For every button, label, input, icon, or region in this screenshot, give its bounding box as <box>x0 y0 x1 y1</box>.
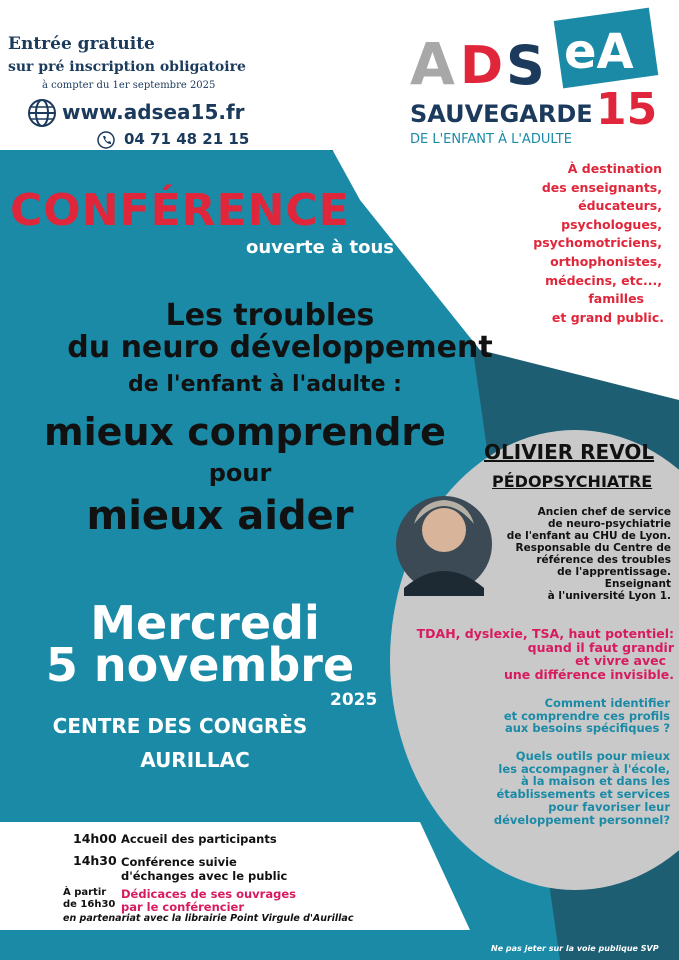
highlight-line: établissements et services <box>496 787 670 802</box>
audience-line: psychomotriciens, <box>533 235 662 251</box>
highlight-line: pour favoriser leur <box>548 799 670 814</box>
schedule-event-3b: par le conférencier <box>121 900 245 914</box>
audience-list <box>470 160 662 327</box>
audience-line: et grand public. <box>551 309 664 325</box>
schedule-time-2: 14h30 <box>73 853 117 868</box>
event-day: Mercredi <box>90 596 320 650</box>
event-date: 5 novembre <box>45 638 355 692</box>
audience-line: des enseignants, <box>541 179 662 195</box>
highlight-question-1 <box>460 697 670 735</box>
topic-line-5: pour <box>208 459 272 487</box>
schedule-time-3b: de 16h30 <box>63 899 116 910</box>
registration-date: à compter du 1er septembre 2025 <box>42 80 216 91</box>
partner-note: en partenariat avec la librairie Point Virgule d'Aurillac <box>63 913 354 924</box>
highlight-line: Comment identifier <box>544 696 670 710</box>
logo-letter-ea: eA <box>564 24 634 80</box>
highlight-line: à la maison et dans les <box>520 774 670 789</box>
phone-number: 04 71 48 21 15 <box>124 130 250 148</box>
highlight-line: Quels outils pour mieux <box>515 749 670 763</box>
bio-line: Responsable du Centre de <box>515 542 671 554</box>
bio-line: Enseignant <box>604 578 671 590</box>
audience-line: À destination <box>567 161 662 176</box>
phone-icon <box>97 131 115 149</box>
bio-line: Ancien chef de service <box>537 506 671 518</box>
audience-line: médecins, etc..., <box>545 272 662 288</box>
logo-letter-d: D <box>460 36 504 96</box>
highlight-line: une différence invisible. <box>503 666 674 682</box>
bio-line: de neuro-psychiatrie <box>547 518 671 530</box>
schedule-time-3a: À partir <box>63 887 107 898</box>
audience-line: familles <box>588 291 644 307</box>
bio-line: à l'université Lyon 1. <box>547 590 671 602</box>
highlight-question-2 <box>460 750 670 826</box>
speaker-name: OLIVIER REVOL <box>484 440 655 464</box>
logo-letter-a: A <box>410 30 455 98</box>
topic-line-2: du neuro développement <box>67 330 493 365</box>
conference-subtitle: ouverte à tous <box>246 237 394 258</box>
topic-line-4: mieux comprendre <box>44 410 446 454</box>
event-city: AURILLAC <box>140 748 250 772</box>
logo-letter-s: S <box>506 34 545 97</box>
highlight-line: et vivre avec <box>575 653 666 668</box>
schedule-event-1: Accueil des participants <box>121 832 277 846</box>
event-venue: CENTRE DES CONGRÈS <box>52 714 308 738</box>
schedule-event-2a: Conférence suivie <box>121 855 237 869</box>
topic-line-3: de l'enfant à l'adulte : <box>128 372 402 397</box>
speaker-bio <box>495 506 671 602</box>
speaker-role: PÉDOPSYCHIATRE <box>492 472 653 491</box>
highlight-pink <box>400 627 674 681</box>
conference-title: CONFÉRENCE <box>10 185 350 236</box>
schedule-time-1: 14h00 <box>73 831 117 846</box>
highlight-line: et comprendre ces profils <box>503 708 670 723</box>
bio-line: référence des troubles <box>536 554 671 566</box>
audience-line: psychologues, <box>561 216 662 232</box>
free-entry: Entrée gratuite <box>8 34 155 54</box>
adsea-logo <box>410 24 670 153</box>
logo-tagline: DE L'ENFANT À L'ADULTE <box>410 132 572 147</box>
footer-note: Ne pas jeter sur la voie publique SVP <box>491 944 659 953</box>
registration-note: sur pré inscription obligatoire <box>8 59 246 75</box>
schedule-event-2b: d'échanges avec le public <box>121 869 288 883</box>
event-year: 2025 <box>330 690 378 710</box>
highlight-line: quand il faut grandir <box>527 639 674 655</box>
topic-line-1: Les troubles <box>165 298 375 333</box>
highlight-line: développement personnel? <box>493 812 670 827</box>
website-link[interactable]: www.adsea15.fr <box>62 100 245 124</box>
bio-line: de l'apprentissage. <box>557 566 671 578</box>
schedule-event-3a: Dédicaces de ses ouvrages <box>121 887 296 901</box>
highlight-line: les accompagner à l'école, <box>498 761 670 776</box>
logo-number: 15 <box>596 84 658 135</box>
logo-name: SAUVEGARDE <box>410 100 593 128</box>
globe-icon <box>27 98 57 128</box>
audience-line: orthophonistes, <box>550 253 662 269</box>
bio-line: de l'enfant au CHU de Lyon. <box>506 530 671 542</box>
audience-line: éducateurs, <box>578 198 662 214</box>
topic-line-6: mieux aider <box>86 493 354 539</box>
speaker-photo <box>396 496 492 592</box>
highlight-line: aux besoins spécifiques ? <box>504 721 670 736</box>
highlight-line: TDAH, dyslexie, TSA, haut potentiel: <box>416 626 674 641</box>
